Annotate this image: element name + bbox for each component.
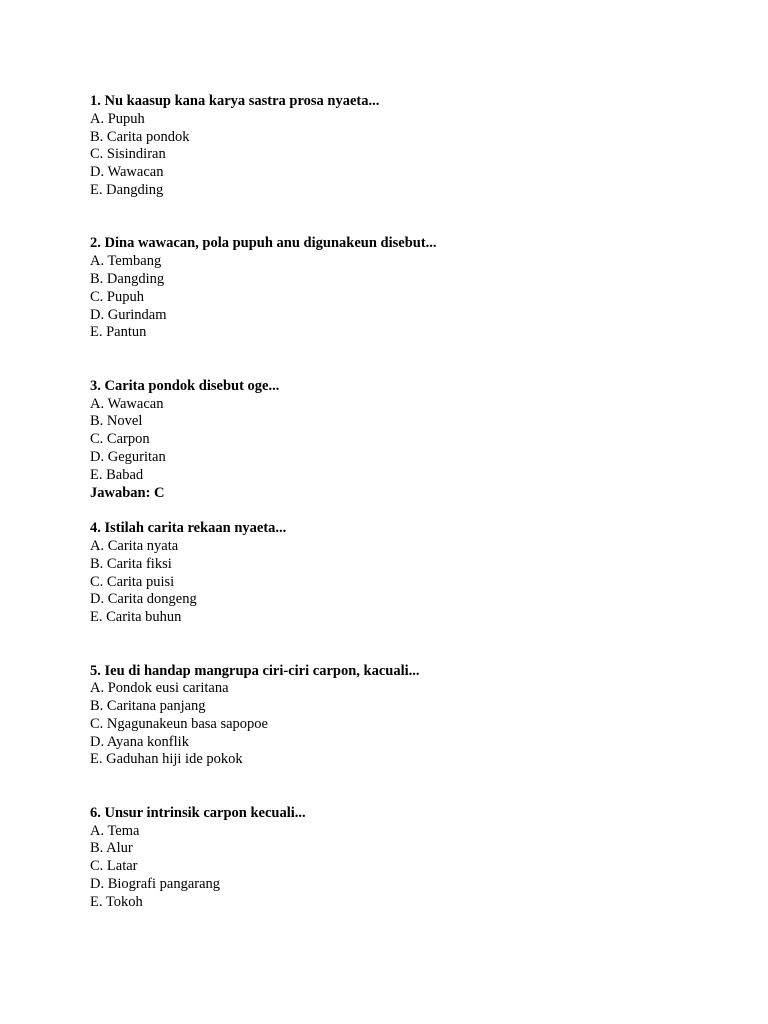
question-text: 5. Ieu di handap mangrupa ciri-ciri carpon, kacuali... bbox=[90, 662, 420, 679]
option-b: B. Dangding bbox=[90, 270, 165, 287]
answer-key: Jawaban: C bbox=[90, 484, 165, 501]
question-text: 6. Unsur intrinsik carpon kecuali... bbox=[90, 804, 306, 821]
option-d: D. Biografi pangarang bbox=[90, 876, 221, 893]
spacer bbox=[90, 627, 730, 663]
option-e: E. Dangding bbox=[90, 181, 164, 198]
option-c: C. Latar bbox=[90, 858, 138, 875]
option-a: A. Carita nyata bbox=[90, 537, 179, 554]
question-2 bbox=[90, 235, 730, 342]
option-a: A. Tembang bbox=[90, 253, 162, 270]
option-c: C. Pupuh bbox=[90, 288, 144, 305]
option-c: C. Sisindiran bbox=[90, 146, 166, 163]
spacer bbox=[90, 502, 730, 520]
question-1 bbox=[90, 93, 730, 200]
option-d: D. Ayana konflik bbox=[90, 733, 189, 750]
option-c: C. Carpon bbox=[90, 431, 150, 448]
option-e: E. Tokoh bbox=[90, 893, 143, 910]
option-a: A. Pupuh bbox=[90, 110, 145, 127]
option-c: C. Carita puisi bbox=[90, 573, 175, 590]
option-e: E. Babad bbox=[90, 466, 144, 483]
option-b: B. Novel bbox=[90, 413, 143, 430]
option-d: D. Wawacan bbox=[90, 164, 164, 181]
question-text: 3. Carita pondok disebut oge... bbox=[90, 377, 280, 394]
question-text: 4. Istilah carita rekaan nyaeta... bbox=[90, 520, 287, 537]
option-b: B. Carita pondok bbox=[90, 128, 190, 145]
option-a: A. Tema bbox=[90, 822, 140, 839]
option-e: E. Carita buhun bbox=[90, 609, 182, 626]
question-4 bbox=[90, 520, 730, 627]
document-page bbox=[90, 93, 730, 912]
option-a: A. Pondok eusi caritana bbox=[90, 680, 229, 697]
option-d: D. Geguritan bbox=[90, 448, 166, 465]
spacer bbox=[90, 769, 730, 805]
spacer bbox=[90, 200, 730, 236]
option-b: B. Caritana panjang bbox=[90, 698, 206, 715]
option-a: A. Wawacan bbox=[90, 395, 164, 412]
option-d: D. Gurindam bbox=[90, 306, 167, 323]
question-text: 2. Dina wawacan, pola pupuh anu digunakeun disebut... bbox=[90, 235, 437, 252]
question-6 bbox=[90, 805, 730, 912]
question-text: 1. Nu kaasup kana karya sastra prosa nyaeta... bbox=[90, 93, 380, 109]
question-3 bbox=[90, 378, 730, 503]
spacer bbox=[90, 342, 730, 378]
option-e: E. Pantun bbox=[90, 324, 147, 341]
option-d: D. Carita dongeng bbox=[90, 591, 197, 608]
option-e: E. Gaduhan hiji ide pokok bbox=[90, 751, 243, 768]
option-b: B. Carita fiksi bbox=[90, 555, 172, 572]
option-b: B. Alur bbox=[90, 840, 133, 857]
option-c: C. Ngagunakeun basa sapopoe bbox=[90, 715, 268, 732]
question-5 bbox=[90, 663, 730, 770]
